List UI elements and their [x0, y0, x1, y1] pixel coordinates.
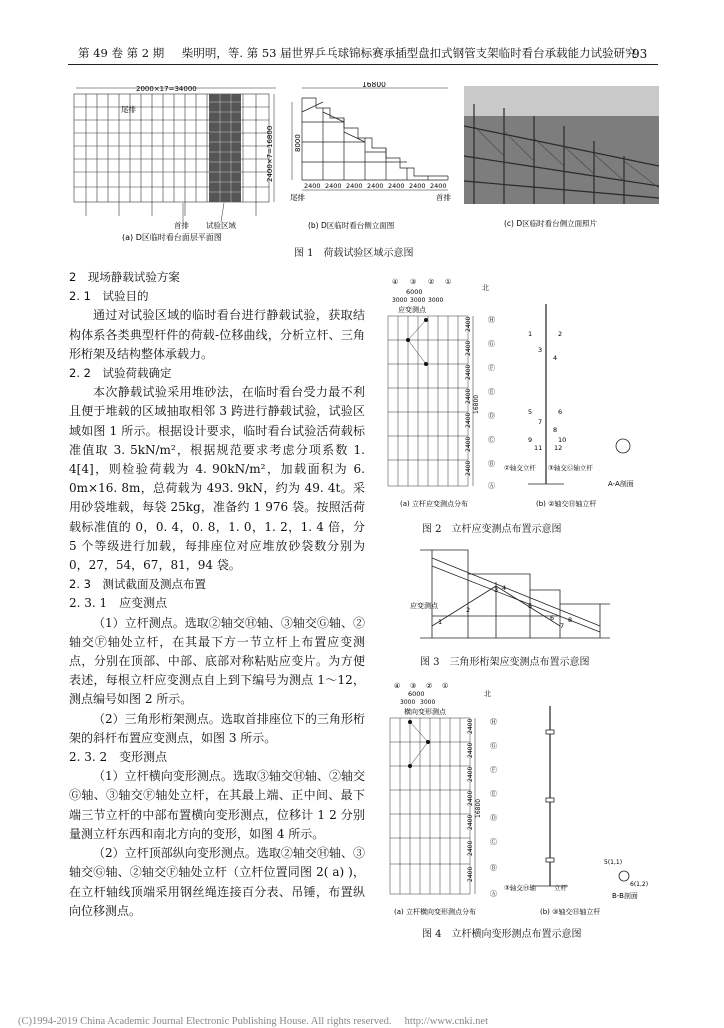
svg-text:首排: 首排 [436, 193, 451, 202]
svg-text:2400: 2400 [467, 790, 474, 806]
svg-text:③轴交Ⓖ轴立杆: ③轴交Ⓖ轴立杆 [548, 464, 593, 472]
svg-text:2400: 2400 [388, 182, 405, 190]
svg-text:Ⓔ: Ⓔ [488, 388, 495, 396]
svg-text:(c) D区临时看台侧立面照片: (c) D区临时看台侧立面照片 [504, 219, 598, 228]
svg-text:3000: 3000 [400, 699, 416, 706]
svg-text:应变测点: 应变测点 [410, 602, 438, 610]
svg-text:Ⓕ: Ⓕ [488, 364, 495, 372]
svg-text:(a) 立杆横向变形测点分布: (a) 立杆横向变形测点分布 [394, 908, 476, 916]
svg-text:应变测点: 应变测点 [398, 306, 426, 314]
svg-text:9: 9 [528, 436, 533, 444]
svg-text:Ⓓ: Ⓓ [490, 814, 497, 822]
svg-text:④: ④ [394, 682, 401, 690]
section-2-3-2-paragraph-a: （1）立杆横向变形测点。选取③轴交Ⓗ轴、②轴交Ⓖ轴、③轴交Ⓕ轴处立杆，在其最上端、正中间、最下端三节立杆的中部布置横向变形测点，位移计 1 2 分别量测立杆东西和南北方向的变形，如图 4 所示。 [69, 769, 365, 841]
svg-text:5: 5 [528, 408, 533, 416]
svg-text:5: 5 [528, 602, 533, 610]
svg-text:2400: 2400 [304, 182, 321, 190]
svg-text:6: 6 [558, 408, 563, 416]
svg-text:③: ③ [410, 278, 417, 286]
svg-text:Ⓗ: Ⓗ [490, 718, 497, 726]
figure1b-elevation [288, 82, 460, 242]
svg-text:④: ④ [392, 278, 399, 286]
svg-text:12: 12 [554, 444, 563, 452]
svg-text:2400: 2400 [467, 840, 474, 856]
svg-text:6: 6 [550, 614, 555, 622]
svg-text:Ⓕ: Ⓕ [490, 766, 497, 774]
journal-volume: 第 49 卷 第 2 期 [78, 46, 165, 60]
svg-text:②: ② [426, 682, 433, 690]
svg-text:(a) 立杆应变测点分布: (a) 立杆应变测点分布 [400, 500, 468, 508]
svg-text:(b) ③轴交Ⓗ轴立杆: (b) ③轴交Ⓗ轴立杆 [540, 908, 601, 916]
figure2-diagram [378, 274, 660, 524]
copyright-footer: (C)1994-2019 China Academic Journal Electronic Publishing House. All rights reserved. http://www.cnki.net [18, 1016, 488, 1027]
svg-text:6000: 6000 [406, 288, 423, 296]
svg-text:Ⓖ: Ⓖ [488, 340, 495, 348]
svg-text:(b) ②轴交Ⓗ轴立杆: (b) ②轴交Ⓗ轴立杆 [536, 500, 597, 508]
svg-text:2400: 2400 [465, 460, 472, 476]
section-2-1-paragraph: 通过对试验区域的临时看台进行静载试验，获取结构体系各类典型杆件的荷载-位移曲线，分析立杆、三角形桁架及结构整体承载力。 [69, 308, 365, 361]
svg-text:11: 11 [534, 444, 543, 452]
svg-text:7: 7 [560, 622, 565, 630]
svg-text:②: ② [428, 278, 435, 286]
svg-text:北: 北 [482, 284, 489, 292]
svg-text:2400: 2400 [367, 182, 384, 190]
svg-text:2: 2 [466, 606, 471, 614]
svg-text:2400: 2400 [467, 718, 474, 734]
svg-text:6(1,2): 6(1,2) [630, 881, 649, 888]
svg-text:3000: 3000 [410, 297, 426, 304]
section-2-2-paragraph: 本次静载试验采用堆砂法，在临时看台受力最不利且便于堆载的区域抽取相邻 3 跨进行静载试验，试验区域如图 1 所示。根据设计要求，临时看台试验活荷载标准值取 3. 5kN/m²，根据规范要求考虑分项系数 1. 4[4]，则检验荷载为 4. 90kN/m²，加载面积为 6. 0m×16. 8m，总荷载为 493. 9kN，约为 49. 4t。采用砂袋堆载，每袋 25kg，准备约 1 976 袋。按照活荷载标准值的 0，0. 4，0. 8，1. 0，1. 2，1. 4 倍，分 5 个等级进行加载，每排座位对应堆放砂袋数分别为 0，27，54，67，81，94 袋。 [69, 385, 365, 573]
section-2-3-1-paragraph-a: （1）立杆测点。选取②轴交Ⓗ轴、③轴交Ⓖ轴、②轴交Ⓕ轴处立杆，在其最下方一节立杆上布置应变测点，分别在顶部、中部、底部对称粘贴应变片。为方便表述，每根立杆应变测点自上到下编号为测点 1～12，测点编号如图 2 所示。 [69, 615, 365, 707]
svg-text:10: 10 [558, 436, 567, 444]
svg-text:5(1,1): 5(1,1) [604, 859, 623, 866]
svg-text:尾排: 尾排 [121, 105, 136, 114]
svg-text:1: 1 [528, 330, 533, 338]
svg-text:尾排: 尾排 [290, 193, 305, 202]
svg-text:横向变形测点: 横向变形测点 [404, 708, 446, 716]
svg-text:3000: 3000 [428, 297, 444, 304]
svg-text:2400: 2400 [465, 364, 472, 380]
section-2-2-heading: 2. 2 试验荷载确定 [69, 366, 172, 381]
svg-text:3: 3 [494, 586, 499, 594]
svg-text:Ⓑ: Ⓑ [488, 460, 495, 468]
svg-text:立杆: 立杆 [554, 884, 567, 892]
svg-text:3000: 3000 [392, 297, 408, 304]
figure3-caption: 图 3 三角形桁架应变测点布置示意图 [420, 657, 590, 668]
svg-text:A-A剖面: A-A剖面 [608, 480, 634, 488]
svg-text:1: 1 [438, 618, 443, 626]
svg-text:2400: 2400 [465, 412, 472, 428]
svg-text:①: ① [445, 278, 452, 286]
figure3-truss [410, 546, 620, 646]
svg-text:Ⓒ: Ⓒ [488, 436, 495, 444]
svg-text:2: 2 [558, 330, 563, 338]
svg-text:2400: 2400 [409, 182, 426, 190]
svg-text:2400: 2400 [465, 316, 472, 332]
figure1a-plan [66, 82, 291, 242]
section-2-3-2-paragraph-b: （2）立杆顶部纵向变形测点。选取②轴交Ⓗ轴、③轴交Ⓖ轴、②轴交Ⓕ轴处立杆（立杆位置同图 2( a) )，在立杆轴线顶端采用钢丝绳连接百分表、吊锤，布置纵向位移测点。 [69, 846, 365, 918]
figure2-caption: 图 2 立杆应变测点布置示意图 [422, 524, 562, 535]
svg-text:Ⓓ: Ⓓ [488, 412, 495, 420]
figure1-caption: 图 1 荷载试验区域示意图 [294, 248, 414, 259]
section-2-heading: 2 现场静载试验方案 [69, 270, 180, 284]
header-rule [68, 64, 658, 65]
svg-text:①: ① [442, 682, 449, 690]
svg-text:7: 7 [538, 418, 543, 426]
article-title-header: 柴明明，等. 第 53 届世界乒乓球锦标赛承插型盘扣式钢管支架临时看台承载能力试验研究 [181, 46, 637, 60]
figure4-diagram [380, 678, 662, 928]
svg-text:北: 北 [484, 690, 491, 698]
svg-text:(a) D区临时看台面层平面图: (a) D区临时看台面层平面图 [122, 233, 222, 242]
svg-text:3000: 3000 [420, 699, 436, 706]
svg-text:2000×17=34000: 2000×17=34000 [136, 85, 197, 93]
svg-text:B-B剖面: B-B剖面 [612, 892, 638, 900]
svg-text:16800: 16800 [475, 798, 482, 818]
svg-text:8: 8 [553, 426, 558, 434]
svg-text:3: 3 [538, 346, 543, 354]
svg-text:Ⓑ: Ⓑ [490, 864, 497, 872]
svg-text:2400: 2400 [430, 182, 447, 190]
section-2-3-1-heading: 2. 3. 1 应变测点 [69, 596, 168, 611]
svg-text:8000: 8000 [294, 134, 302, 152]
svg-text:4: 4 [502, 584, 507, 592]
section-2-1-heading: 2. 1 试验目的 [69, 289, 149, 304]
svg-text:③: ③ [410, 682, 417, 690]
svg-text:2400: 2400 [467, 866, 474, 882]
svg-text:2400: 2400 [465, 388, 472, 404]
svg-text:16800: 16800 [362, 82, 386, 89]
svg-text:Ⓔ: Ⓔ [490, 790, 497, 798]
section-2-3-2-heading: 2. 3. 2 变形测点 [69, 750, 168, 765]
running-header [78, 45, 651, 61]
svg-text:首排: 首排 [174, 221, 189, 230]
svg-text:Ⓐ: Ⓐ [488, 482, 495, 490]
svg-text:试验区域: 试验区域 [206, 221, 236, 230]
svg-text:Ⓖ: Ⓖ [490, 742, 497, 750]
svg-text:2400: 2400 [467, 814, 474, 830]
svg-text:②轴交立杆: ②轴交立杆 [504, 464, 536, 472]
body-text-column [69, 268, 365, 921]
svg-text:Ⓒ: Ⓒ [490, 838, 497, 846]
svg-text:2400: 2400 [467, 742, 474, 758]
section-2-3-heading: 2. 3 测试截面及测点布置 [69, 577, 206, 592]
svg-text:16800: 16800 [473, 394, 480, 414]
svg-text:4: 4 [553, 354, 558, 362]
svg-text:2400: 2400 [346, 182, 363, 190]
svg-text:2400: 2400 [465, 436, 472, 452]
svg-text:(b) D区临时看台侧立面图: (b) D区临时看台侧立面图 [308, 221, 395, 230]
svg-text:2400: 2400 [465, 340, 472, 356]
svg-text:2400: 2400 [467, 766, 474, 782]
svg-text:6000: 6000 [408, 690, 425, 698]
svg-text:8: 8 [568, 616, 573, 624]
page-number: 93 [632, 47, 648, 61]
svg-text:2400×7=16800: 2400×7=16800 [266, 125, 274, 182]
section-2-3-1-paragraph-b: （2）三角形桁架测点。选取首排座位下的三角形桁架的斜杆布置应变测点，如图 3 所示。 [69, 711, 365, 745]
svg-text:③轴交Ⓗ轴: ③轴交Ⓗ轴 [504, 884, 536, 892]
figure4-caption: 图 4 立杆横向变形测点布置示意图 [422, 929, 582, 940]
figure1c-photo [464, 86, 659, 242]
svg-text:Ⓗ: Ⓗ [488, 316, 495, 324]
svg-text:2400: 2400 [325, 182, 342, 190]
svg-text:Ⓐ: Ⓐ [490, 890, 497, 898]
